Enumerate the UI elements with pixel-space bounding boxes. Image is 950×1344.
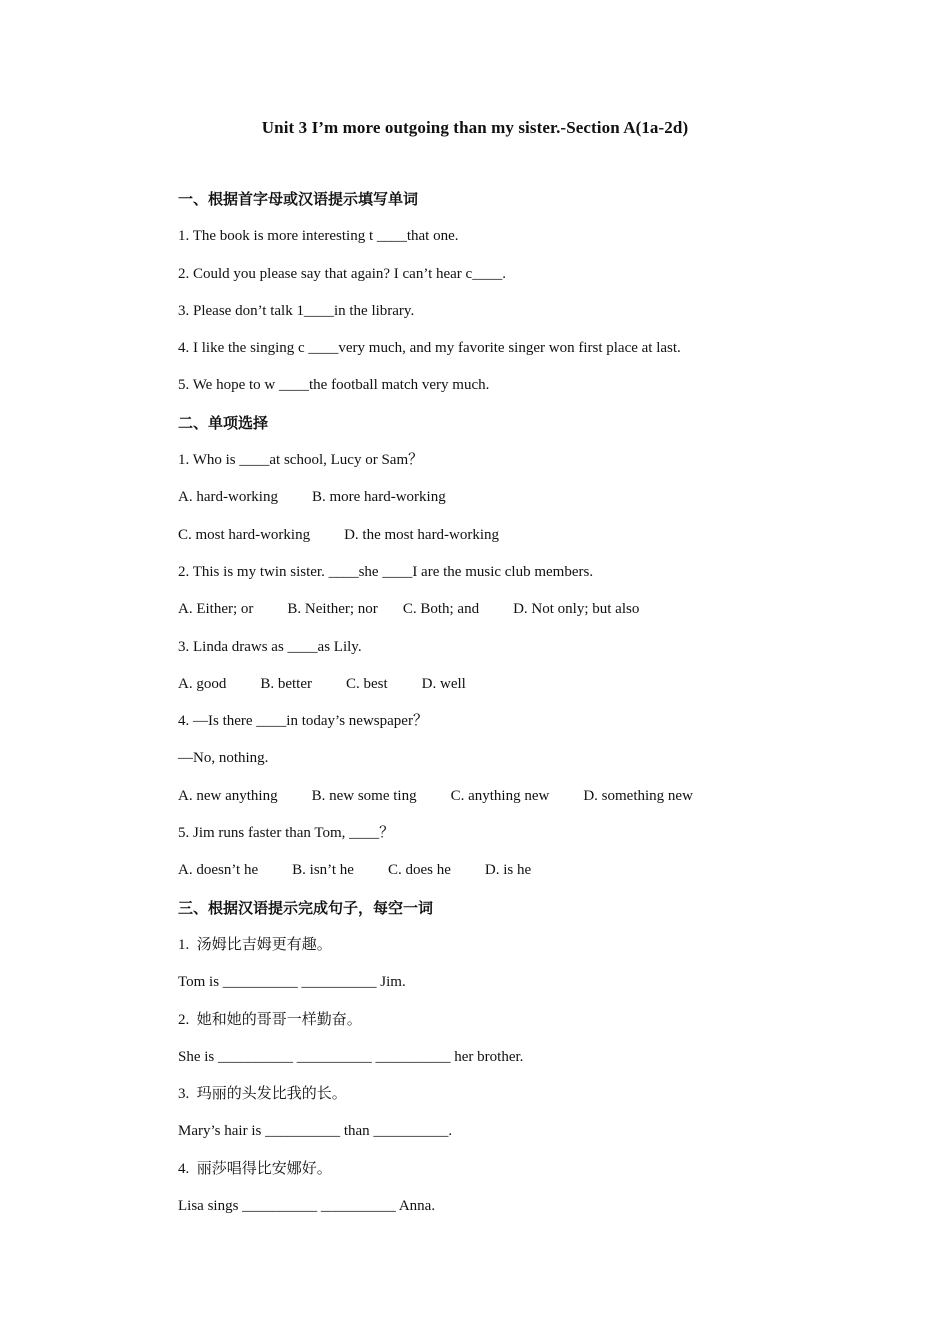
option-a: A. doesn’t he bbox=[178, 862, 259, 879]
translation-3-chinese: 3. 玛丽的头发比我的长。 bbox=[178, 1086, 347, 1103]
section1-heading: 一、根据首字母或汉语提示填写单词 bbox=[178, 190, 419, 208]
worksheet-body bbox=[178, 189, 798, 1233]
translation-1-chinese: 1. 汤姆比吉姆更有趣。 bbox=[178, 936, 332, 953]
question-4-reply: —No, nothing. bbox=[178, 750, 269, 767]
option-d: D. something new bbox=[583, 787, 693, 804]
option-d: D. is he bbox=[484, 862, 532, 879]
question-2-options bbox=[178, 599, 798, 619]
option-c: C. best bbox=[346, 675, 388, 692]
section2-heading: 二、单项选择 bbox=[178, 413, 269, 432]
option-d: D. Not only; but also bbox=[513, 601, 640, 618]
question-4-options bbox=[178, 786, 798, 806]
option-a: A. hard-working bbox=[178, 489, 278, 506]
section1-item-5: 5. We hope to w ____the football match very much. bbox=[178, 377, 490, 394]
question-2: 2. This is my twin sister. ____she ____I are the music club members. bbox=[178, 563, 594, 580]
option-c: C. anything new bbox=[450, 787, 550, 804]
option-c: C. most hard-working bbox=[178, 526, 311, 543]
option-b: B. Neither; nor bbox=[287, 601, 378, 618]
question-4: 4. —Is there ____in today’s newspaper？ bbox=[178, 713, 428, 730]
question-5-options bbox=[178, 860, 798, 880]
translation-2-english: She is __________ __________ __________ her brother. bbox=[178, 1048, 524, 1065]
translation-4-chinese: 4. 丽莎唱得比安娜好。 bbox=[178, 1160, 332, 1177]
question-3-options bbox=[178, 674, 798, 694]
translation-4-english: Lisa sings __________ __________ Anna. bbox=[178, 1198, 436, 1215]
option-a: A. Either; or bbox=[178, 601, 254, 618]
option-a: A. new anything bbox=[178, 787, 278, 804]
option-c: C. does he bbox=[387, 862, 451, 879]
translation-1-english: Tom is __________ __________ Jim. bbox=[178, 974, 406, 991]
section1-item-2: 2. Could you please say that again? I can’t hear c____. bbox=[178, 265, 506, 282]
option-c: C. Both; and bbox=[402, 601, 480, 618]
translation-3-english: Mary’s hair is __________ than __________. bbox=[178, 1123, 453, 1140]
section3-heading: 三、根据汉语提示完成句子，每空一词 bbox=[178, 898, 434, 917]
translation-2-chinese: 2. 她和她的哥哥一样勤奋。 bbox=[178, 1011, 362, 1028]
question-3: 3. Linda draws as ____as Lily. bbox=[178, 638, 362, 655]
question-1-options-row-2 bbox=[178, 525, 798, 545]
question-5: 5. Jim runs faster than Tom, ____？ bbox=[178, 825, 395, 842]
question-1-options-row-1 bbox=[178, 487, 798, 507]
option-b: B. new some ting bbox=[311, 787, 417, 804]
option-b: B. more hard-working bbox=[311, 489, 446, 506]
section1-item-1: 1. The book is more interesting t ____that one. bbox=[178, 228, 459, 245]
option-a: A. good bbox=[178, 675, 227, 692]
question-1: 1. Who is ____at school, Lucy or Sam？ bbox=[178, 452, 424, 469]
option-b: B. better bbox=[260, 675, 312, 692]
option-d: D. the most hard-working bbox=[344, 526, 500, 543]
section1-item-3: 3. Please don’t talk 1____in the library. bbox=[178, 302, 415, 319]
option-d: D. well bbox=[421, 675, 466, 692]
page-title: Unit 3 I’m more outgoing than my sister.-Section A(1a-2d) bbox=[261, 118, 689, 137]
option-b: B. isn’t he bbox=[292, 862, 354, 879]
section1-item-4: 4. I like the singing c ____very much, and my favorite singer won first place at last. bbox=[178, 340, 681, 357]
